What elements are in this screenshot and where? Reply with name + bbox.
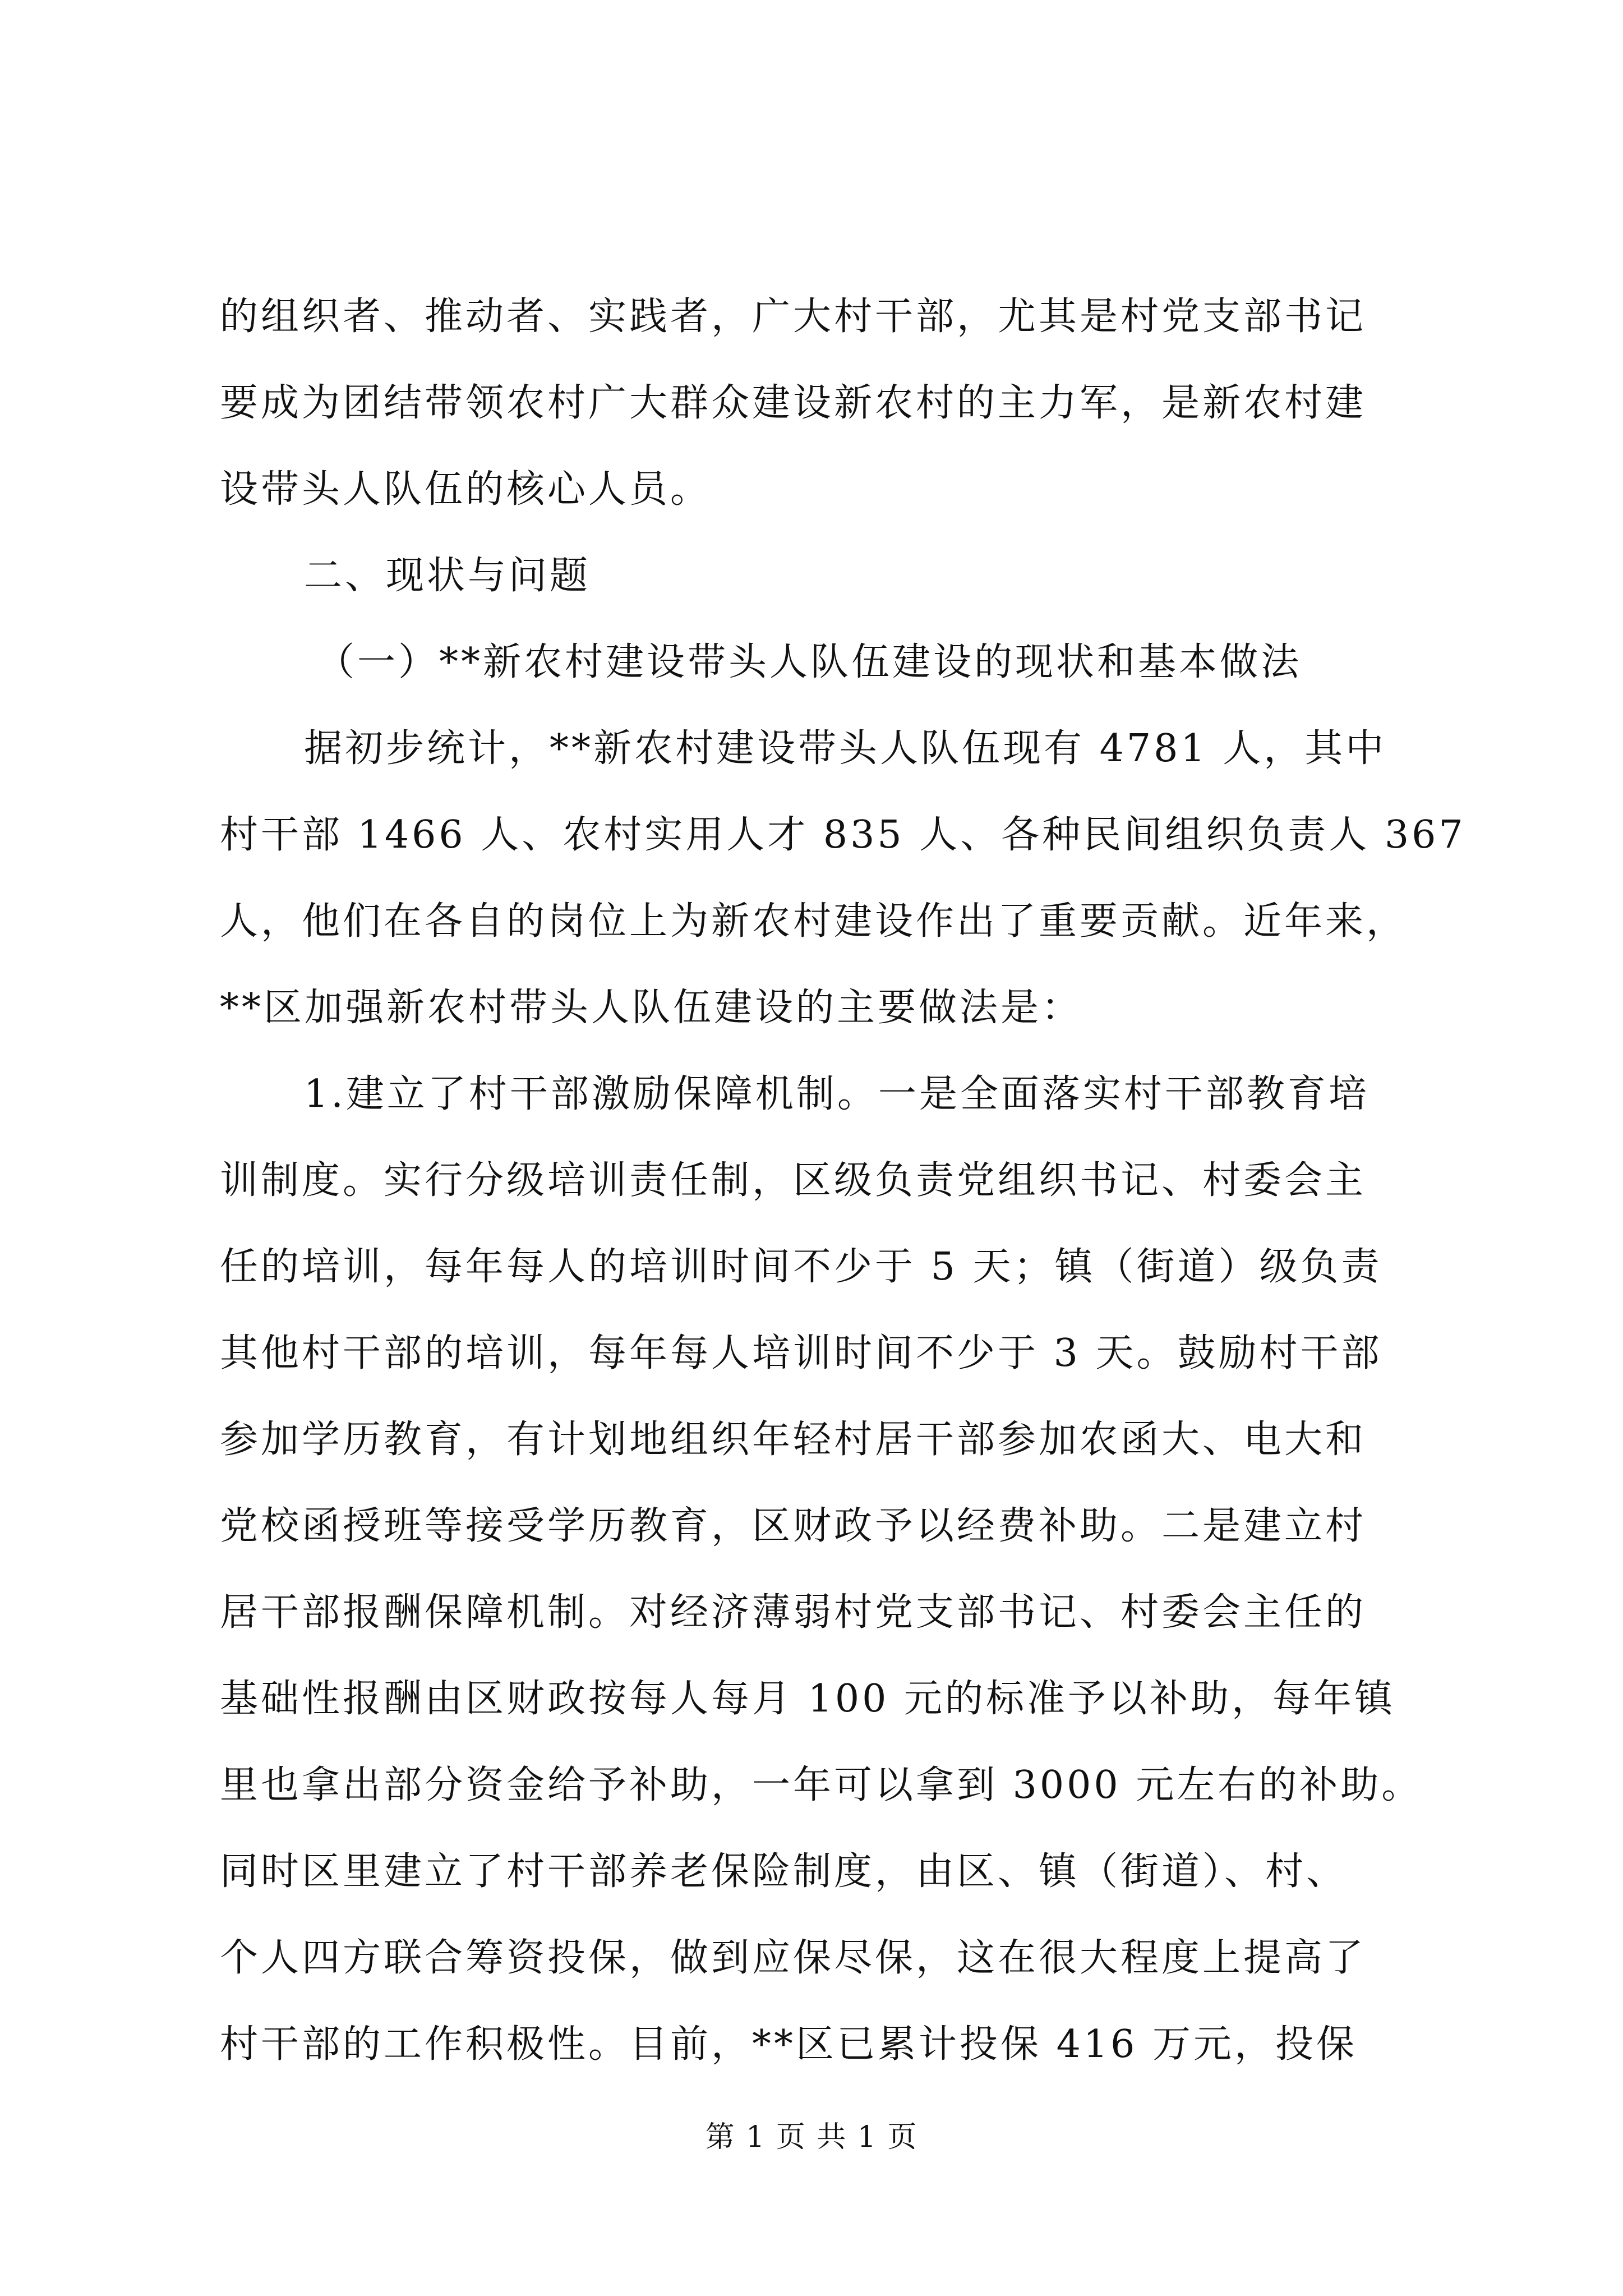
text-line: 村干部的工作积极性。目前，**区已累计投保 416 万元，投保: [220, 2022, 1358, 2067]
text-line: 设带头人队伍的核心人员。: [220, 467, 712, 512]
text-line: 同时区里建立了村干部养老保险制度，由区、镇（街道）、村、: [220, 1849, 1348, 1894]
text-line: 居干部报酬保障机制。对经济薄弱村党支部书记、村委会主任的: [220, 1590, 1367, 1635]
text-line: 个人四方联合筹资投保，做到应保尽保，这在很大程度上提高了: [220, 1936, 1367, 1980]
text-line: 基础性报酬由区财政按每人每月 100 元的标准予以补助，每年镇: [220, 1677, 1396, 1721]
section-heading: 二、现状与问题: [304, 554, 591, 598]
text-line: **区加强新农村带头人队伍建设的主要做法是：: [220, 986, 1083, 1030]
text-line: 村干部 1466 人、农村实用人才 835 人、各种民间组织负责人 367: [220, 813, 1466, 857]
subsection-heading: （一）**新农村建设带头人队伍建设的现状和基本做法: [316, 640, 1302, 684]
text-line: 参加学历教育，有计划地组织年轻村居干部参加农函大、电大和: [220, 1418, 1367, 1462]
page-footer: 第 1 页 共 1 页: [705, 2120, 918, 2154]
text-line: 其他村干部的培训，每年每人培训时间不少于 3 天。鼓励村干部: [220, 1331, 1382, 1375]
text-line: 任的培训，每年每人的培训时间不少于 5 天；镇（街道）级负责: [220, 1245, 1382, 1289]
text-line: 1.建立了村干部激励保障机制。一是全面落实村干部教育培: [304, 1072, 1370, 1116]
text-line: 据初步统计，**新农村建设带头人队伍现有 4781 人，其中: [304, 726, 1387, 771]
text-line: 里也拿出部分资金给予补助，一年可以拿到 3000 元左右的补助。: [220, 1763, 1423, 1807]
text-line: 的组织者、推动者、实践者，广大村干部，尤其是村党支部书记: [220, 295, 1367, 339]
text-line: 训制度。实行分级培训责任制，区级负责党组织书记、村委会主: [220, 1158, 1367, 1203]
text-line: 人，他们在各自的岗位上为新农村建设作出了重要贡献。近年来，: [220, 899, 1408, 944]
text-line: 要成为团结带领农村广大群众建设新农村的主力军，是新农村建: [220, 381, 1367, 425]
text-line: 党校函授班等接受学历教育，区财政予以经费补助。二是建立村: [220, 1504, 1367, 1548]
